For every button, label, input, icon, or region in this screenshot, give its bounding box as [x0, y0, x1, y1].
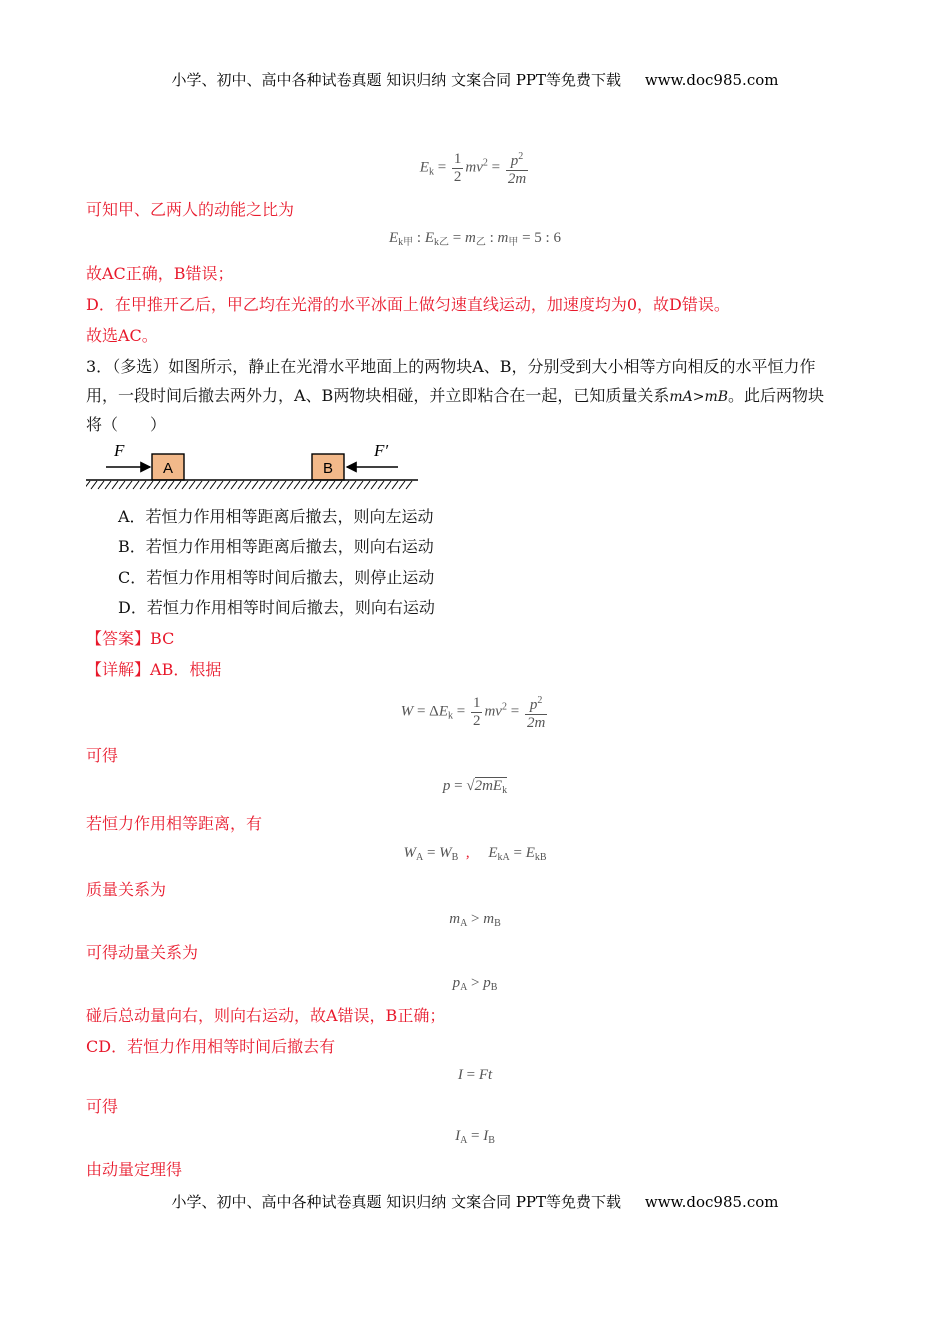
ground-hatch-stroke [224, 481, 230, 489]
answer-value: BC [150, 629, 175, 648]
text-line: 可得 [86, 1097, 119, 1116]
ground-hatch-stroke [287, 481, 293, 489]
equation-momentum-relation: $p_A > p_B$ [452, 975, 498, 993]
ground-hatch-stroke [252, 481, 258, 489]
detail-line: 【详解】AB．根据 [86, 660, 222, 679]
ground-hatch-stroke [140, 481, 146, 489]
ground-hatch-stroke [308, 481, 314, 489]
block-b-label: B [322, 460, 334, 477]
equation-impulse: I = Ft [457, 1067, 493, 1083]
ground-hatch-stroke [119, 481, 125, 489]
text-line: 故AC正确，B错误； [86, 264, 234, 283]
ground-hatch-stroke [189, 481, 195, 489]
equation-equal-work: $W_A = W_B$ , $E_{kA} = E_{kB}$ [403, 845, 547, 863]
ground-hatch-stroke [399, 481, 405, 489]
header-text: 小学、初中、高中各种试卷真题 知识归纳 文案合同 PPT等免费下载 [171, 71, 622, 89]
ground-hatch-stroke [154, 481, 160, 489]
text-line: 可知甲、乙两人的动能之比为 [86, 200, 295, 219]
ground-hatch-stroke [364, 481, 370, 489]
footer-text: 小学、初中、高中各种试卷真题 知识归纳 文案合同 PPT等免费下载 [171, 1193, 622, 1211]
blocks-figure [86, 440, 426, 492]
text-line: 可得 [86, 746, 119, 765]
ground-hatch-stroke [378, 481, 384, 489]
text-line: 故选AC。 [86, 326, 158, 345]
mass-relation: mA>mB [669, 389, 729, 405]
ground-hatch-stroke [133, 481, 139, 489]
ground-hatch-stroke [385, 481, 391, 489]
force-right-label: F′ [374, 441, 389, 460]
ground-hatch-stroke [231, 481, 237, 489]
question-number: 3． [86, 357, 113, 376]
ground-hatch-stroke [273, 481, 279, 489]
ground-hatch-stroke [161, 481, 167, 489]
ground-hatch-stroke [182, 481, 188, 489]
ground-hatch-stroke [98, 481, 104, 489]
ground-hatch-stroke [196, 481, 202, 489]
ground-hatch-stroke [315, 481, 321, 489]
ground-hatch-stroke [210, 481, 216, 489]
text-line: 碰后总动量向右，则向右运动，故A错误，B正确； [86, 1006, 446, 1025]
ground-hatch-stroke [371, 481, 377, 489]
ground-hatch-stroke [301, 481, 307, 489]
text-line: 若恒力作用相等距离，有 [86, 814, 263, 833]
option-d: D．若恒力作用相等时间后撤去，则向右运动 [118, 598, 435, 617]
equation-equal-impulse: $I_A = I_B$ [455, 1128, 495, 1146]
ground-hatch-stroke [105, 481, 111, 489]
block-a-label: A [162, 460, 174, 477]
ground-hatch-stroke [147, 481, 153, 489]
ground-hatch-stroke [91, 481, 97, 489]
ground-hatch-stroke [350, 481, 356, 489]
text-line: 由动量定理得 [86, 1160, 183, 1179]
header-url[interactable]: www.doc985.com [644, 71, 779, 89]
ground-hatch-stroke [126, 481, 132, 489]
equation-momentum-sqrt: $p = √2mE_k$ [442, 778, 508, 796]
ground-hatch-stroke [259, 481, 265, 489]
ground-hatch-stroke [294, 481, 300, 489]
ground-hatch-stroke [336, 481, 342, 489]
answer-line [86, 629, 174, 649]
page-footer [0, 1192, 950, 1212]
ground-hatch-stroke [245, 481, 251, 489]
ground-hatch-stroke [175, 481, 181, 489]
equation-kinetic-energy: $E_k$ = $\frac{1}{2}$ $mv^2$ = $\frac{p^2}{2m}$ [0, 148, 950, 188]
question-line: 将（ ） [86, 415, 167, 434]
ground-hatch-stroke [280, 481, 286, 489]
equation-mass-relation: $m_A > m_B$ [449, 911, 501, 929]
equation-energy-ratio: $E_{k甲}$ : $E_{k乙} = m_乙$ : $m_甲 = 5$ : 6 [389, 230, 561, 248]
ground-hatch-stroke [217, 481, 223, 489]
option-a: A．若恒力作用相等距离后撤去，则向左运动 [118, 507, 434, 526]
ground-hatching [86, 481, 412, 489]
ground-hatch-stroke [112, 481, 118, 489]
text-line: 质量关系为 [86, 880, 167, 899]
footer-url[interactable]: www.doc985.com [644, 1193, 779, 1211]
ground-hatch-stroke [406, 481, 412, 489]
ground-hatch-stroke [203, 481, 209, 489]
answer-tag: 【答案】 [86, 629, 151, 648]
force-left-label: F [114, 441, 125, 460]
ground-hatch-stroke [329, 481, 335, 489]
ground-hatch-stroke [266, 481, 272, 489]
text-line: 可得动量关系为 [86, 943, 199, 962]
question-line: 用，一段时间后撤去两外力，A、B两物块相碰，并立即粘合在一起，已知质量关系mA>mB。此后两物块 [86, 386, 825, 405]
equation-work-energy: $W = \Delta E_k$ = $\frac{1}{2}$ $mv^2$ = $\frac{p^2}{2m}$ [0, 692, 950, 732]
option-b: B．若恒力作用相等距离后撤去，则向右运动 [118, 537, 434, 556]
ground-hatch-stroke [322, 481, 328, 489]
text-line: CD．若恒力作用相等时间后撤去有 [86, 1037, 336, 1056]
ground-hatch-stroke [357, 481, 363, 489]
question-line: 3．（多选）如图所示，静止在光滑水平地面上的两物块A、B，分别受到大小相等方向相反的水平恒力作 [86, 357, 816, 376]
page-header [0, 70, 950, 90]
ground-hatch-stroke [343, 481, 349, 489]
ground-hatch-stroke [392, 481, 398, 489]
ground-hatch-stroke [168, 481, 174, 489]
detail-tag: 【详解】 [86, 660, 151, 679]
option-c: C．若恒力作用相等时间后撤去，则停止运动 [118, 568, 435, 587]
text-line: D．在甲推开乙后，甲乙均在光滑的水平冰面上做匀速直线运动，加速度均为0，故D错误。 [86, 295, 730, 314]
ground-hatch-stroke [86, 481, 90, 489]
ground-hatch-stroke [238, 481, 244, 489]
